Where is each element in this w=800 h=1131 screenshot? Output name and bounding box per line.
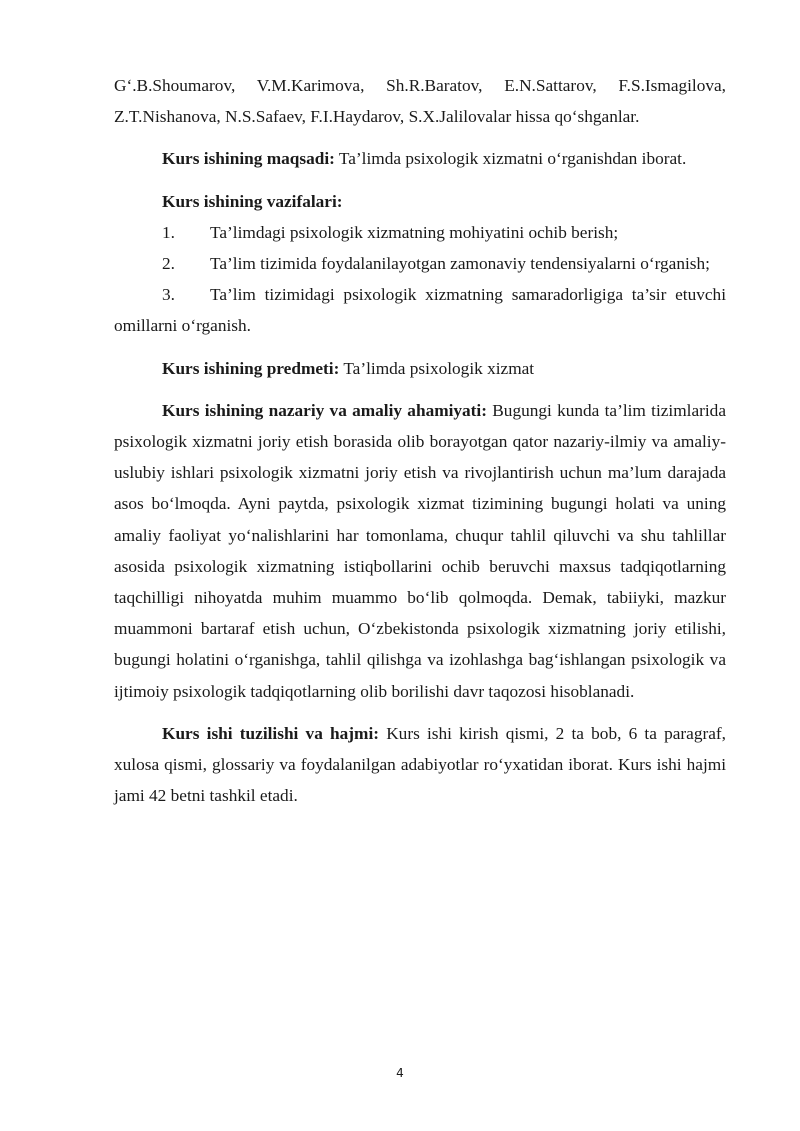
structure-text: Kurs ishi kirish qismi, 2 ta bob, 6 ta paragraf, xulosa qismi, glossariy va foydalanilgan adabiyotlar ro‘yxatidan iborat. Kurs ishi hajmi jami 42 betni tashkil etadi. [114, 723, 726, 806]
task-number: 3. [162, 285, 175, 305]
authors-paragraph: G‘.B.Shoumarov, V.M.Karimova, Sh.R.Baratov, E.N.Sattarov, F.S.Ismagilova, Z.T.Nishanova, N.S.Safaev, F.I.Haydarov, S.X.Jalilovalar hissa qo‘shganlar. [114, 76, 726, 127]
document-page [114, 70, 726, 811]
task-text: Ta’lim tizimidagi psixologik xizmatning samaradorligiga ta’sir etuvchi omillarni o‘rganish. [114, 285, 726, 336]
goal-paragraph [114, 143, 726, 174]
task-number: 1. [162, 222, 175, 242]
goal-text: Ta’limda psixologik xizmatni o‘rganishdan iborat. [334, 149, 687, 169]
page-number: 4 [396, 1066, 404, 1080]
task-item-1 [114, 217, 726, 248]
task-item-2 [114, 248, 726, 279]
goal-label: Kurs ishining maqsadi: [162, 149, 335, 169]
structure-paragraph [114, 718, 726, 812]
subject-paragraph [114, 353, 726, 384]
significance-label: Kurs ishining nazariy va amaliy ahamiyati: [162, 400, 487, 420]
task-text: Ta’lim tizimida foydalanilayotgan zamonaviy tendensiyalarni o‘rganish; [210, 254, 710, 274]
task-item-3 [114, 279, 726, 341]
significance-text: Bugungi kunda ta’lim tizimlarida psixologik xizmatni joriy etish borasida olib borayotgan qator nazariy-ilmiy va amaliy-uslubiy ishlari psixologik xizmatni joriy etish va rivojlantirish uchun ma’lum darajada asos bo‘lmoqda. Ayni paytda, psixologik xizmat tizimining bugungi holati va uning amaliy faoliyat yo‘nalishlarini har tomonlama, chuqur tahlil qiluvchi va shu tahlillar asosida psixologik xizmatning istiqbollarini ochib beruvchi maxsus tadqiqotlarning taqchilligi nihoyatda muhim muammo bo‘lib qolmoqda. Demak, tabiiyki, mazkur muammoni bartaraf etish uchun, O‘zbekistonda psixologik xizmatning joriy etilishi, bugungi holatini o‘rganishga, tahlil qilishga va izohlashga bag‘ishlangan psixologik va ijtimoiy psixologik tadqiqotlarning olib borilishi davr taqozosi hisoblanadi. [114, 400, 726, 701]
task-number: 2. [162, 254, 175, 274]
tasks-heading [114, 186, 726, 217]
structure-label: Kurs ishi tuzilishi va hajmi: [162, 723, 379, 743]
task-text: Ta’limdagi psixologik xizmatning mohiyatini ochib berish; [210, 222, 619, 242]
subject-text: Ta’limda psixologik xizmat [339, 358, 535, 378]
tasks-label: Kurs ishining vazifalari: [162, 191, 343, 211]
subject-label: Kurs ishining predmeti: [162, 358, 340, 378]
significance-paragraph [114, 395, 726, 707]
